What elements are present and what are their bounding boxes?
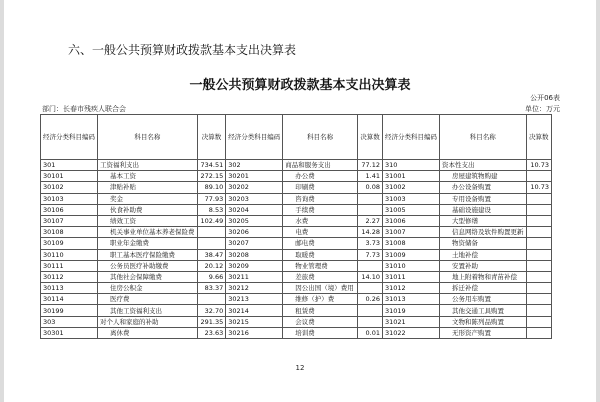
code-cell: 30301	[41, 327, 98, 338]
header-amount-3: 决算数	[526, 115, 552, 160]
amount-cell	[197, 238, 226, 249]
name-cell: 其他工资福利支出	[98, 305, 198, 316]
code-cell: 31010	[383, 260, 440, 271]
code-cell: 301	[41, 160, 98, 171]
name-cell: 对个人和家庭的补助	[98, 316, 198, 327]
code-cell: 30206	[226, 227, 283, 238]
code-cell: 302	[226, 160, 283, 171]
amount-cell	[526, 283, 552, 294]
code-cell: 31005	[383, 204, 440, 215]
header-amount-2: 决算数	[358, 115, 383, 160]
code-cell: 30201	[226, 171, 283, 182]
name-cell: 电费	[283, 227, 358, 238]
code-cell: 30109	[41, 238, 98, 249]
amount-cell	[358, 316, 383, 327]
code-cell: 31021	[383, 316, 440, 327]
department-label: 部门：长春市残疾人联合会	[42, 105, 126, 113]
amount-cell	[358, 193, 383, 204]
name-cell: 商品和服务支出	[283, 160, 358, 171]
amount-cell: 2.27	[358, 215, 383, 226]
name-cell: 基础设施建设	[440, 204, 527, 215]
code-cell: 30213	[226, 294, 283, 305]
amount-cell: 3.73	[358, 238, 383, 249]
amount-cell	[526, 238, 552, 249]
amount-cell	[526, 215, 552, 226]
header-code-2: 经济分类科目编码	[226, 115, 283, 160]
table-row	[41, 271, 552, 282]
amount-cell: 14.28	[358, 227, 383, 238]
table-title: 一般公共预算财政拨款基本支出决算表	[189, 78, 411, 93]
amount-cell	[526, 327, 552, 338]
code-cell: 30101	[41, 171, 98, 182]
amount-cell	[197, 294, 226, 305]
name-cell: 其他交通工具购置	[440, 305, 527, 316]
name-cell: 文物和陈列品购置	[440, 316, 527, 327]
name-cell: 物业管理费	[283, 260, 358, 271]
name-cell: 住房公积金	[98, 283, 198, 294]
amount-cell: 9.66	[197, 271, 226, 282]
name-cell: 工资福利支出	[98, 160, 198, 171]
amount-cell: 734.51	[197, 160, 226, 171]
amount-cell	[358, 283, 383, 294]
name-cell: 印刷费	[283, 182, 358, 193]
amount-cell	[358, 260, 383, 271]
name-cell: 邮电费	[283, 238, 358, 249]
name-cell: 公务用车购置	[440, 294, 527, 305]
table-row	[41, 316, 552, 327]
amount-cell: 291.35	[197, 316, 226, 327]
amount-cell	[197, 227, 226, 238]
amount-cell: 77.12	[358, 160, 383, 171]
code-cell: 31019	[383, 305, 440, 316]
table-row	[41, 327, 552, 338]
code-cell: 30106	[41, 204, 98, 215]
table-row	[41, 215, 552, 226]
name-cell: 职工基本医疗保险缴费	[98, 249, 198, 260]
amount-cell	[526, 294, 552, 305]
amount-cell: 77.93	[197, 193, 226, 204]
code-cell: 30203	[226, 193, 283, 204]
name-cell: 租赁费	[283, 305, 358, 316]
code-cell: 31003	[383, 193, 440, 204]
amount-cell: 38.47	[197, 249, 226, 260]
amount-cell: 0.01	[358, 327, 383, 338]
amount-cell	[526, 171, 552, 182]
table-row	[41, 204, 552, 215]
table-row	[41, 305, 552, 316]
name-cell: 会议费	[283, 316, 358, 327]
amount-cell: 14.10	[358, 271, 383, 282]
amount-cell: 83.37	[197, 283, 226, 294]
code-cell: 31007	[383, 227, 440, 238]
name-cell: 手续费	[283, 204, 358, 215]
name-cell: 信息网络及软件购置更新	[440, 227, 527, 238]
name-cell: 奖金	[98, 193, 198, 204]
code-cell: 30202	[226, 182, 283, 193]
header-name-2: 科目名称	[283, 115, 358, 160]
amount-cell: 272.15	[197, 171, 226, 182]
code-cell: 31001	[383, 171, 440, 182]
code-cell: 31006	[383, 215, 440, 226]
name-cell: 办公费	[283, 171, 358, 182]
amount-cell: 0.26	[358, 294, 383, 305]
code-cell: 30107	[41, 215, 98, 226]
code-cell: 303	[41, 316, 98, 327]
header-name-3: 科目名称	[440, 115, 527, 160]
amount-cell: 1.41	[358, 171, 383, 182]
code-cell: 30103	[41, 193, 98, 204]
amount-cell	[526, 305, 552, 316]
header-name-1: 科目名称	[98, 115, 198, 160]
name-cell: 土地补偿	[440, 249, 527, 260]
amount-cell: 10.73	[526, 160, 552, 171]
name-cell: 水费	[283, 215, 358, 226]
name-cell: 维修（护）费	[283, 294, 358, 305]
name-cell: 房屋建筑物购建	[440, 171, 527, 182]
code-cell: 31008	[383, 238, 440, 249]
amount-cell	[526, 227, 552, 238]
code-cell: 31002	[383, 182, 440, 193]
code-cell: 31009	[383, 249, 440, 260]
name-cell: 办公设备购置	[440, 182, 527, 193]
name-cell: 津贴补贴	[98, 182, 198, 193]
table-row	[41, 238, 552, 249]
name-cell: 大型修缮	[440, 215, 527, 226]
name-cell: 绩效工资	[98, 215, 198, 226]
code-cell: 30112	[41, 271, 98, 282]
table-row	[41, 160, 552, 171]
unit-label: 单位：万元	[525, 105, 560, 113]
table-row	[41, 249, 552, 260]
name-cell: 咨询费	[283, 193, 358, 204]
name-cell: 职业年金缴费	[98, 238, 198, 249]
table-header-row	[41, 115, 552, 160]
table-row	[41, 283, 552, 294]
code-cell: 30215	[226, 316, 283, 327]
expenditure-table	[40, 114, 552, 339]
amount-cell: 10.73	[526, 182, 552, 193]
name-cell: 机关事业单位基本养老保险费	[98, 227, 198, 238]
amount-cell: 8.53	[197, 204, 226, 215]
section-title: 六、一般公共预算财政拨款基本支出决算表	[68, 43, 297, 57]
code-cell: 30102	[41, 182, 98, 193]
amount-cell	[526, 271, 552, 282]
code-cell: 30110	[41, 249, 98, 260]
amount-cell: 20.12	[197, 260, 226, 271]
page-number: 12	[295, 364, 305, 372]
header-code-3: 经济分类科目编码	[383, 115, 440, 160]
table-row	[41, 193, 552, 204]
code-cell: 30114	[41, 294, 98, 305]
name-cell: 安置补助	[440, 260, 527, 271]
name-cell: 基本工资	[98, 171, 198, 182]
amount-cell	[358, 204, 383, 215]
code-cell: 30207	[226, 238, 283, 249]
amount-cell: 7.73	[358, 249, 383, 260]
amount-cell	[526, 316, 552, 327]
table-row	[41, 182, 552, 193]
name-cell: 无形资产购置	[440, 327, 527, 338]
name-cell: 取暖费	[283, 249, 358, 260]
code-cell: 30108	[41, 227, 98, 238]
name-cell: 伙食补助费	[98, 204, 198, 215]
code-cell: 31012	[383, 283, 440, 294]
code-cell: 30199	[41, 305, 98, 316]
amount-cell	[526, 204, 552, 215]
table-row	[41, 294, 552, 305]
code-cell: 30216	[226, 327, 283, 338]
name-cell: 差旅费	[283, 271, 358, 282]
table-row	[41, 227, 552, 238]
code-cell: 310	[383, 160, 440, 171]
amount-cell	[358, 305, 383, 316]
name-cell: 专用设备购置	[440, 193, 527, 204]
name-cell: 地上附着物和青苗补偿	[440, 271, 527, 282]
code-cell: 30214	[226, 305, 283, 316]
amount-cell: 0.08	[358, 182, 383, 193]
code-cell: 31022	[383, 327, 440, 338]
code-cell: 30204	[226, 204, 283, 215]
name-cell: 培训费	[283, 327, 358, 338]
code-cell: 30211	[226, 271, 283, 282]
name-cell: 因公出国（境）费用	[283, 283, 358, 294]
table-row	[41, 260, 552, 271]
name-cell: 拆迁补偿	[440, 283, 527, 294]
code-cell: 30212	[226, 283, 283, 294]
amount-cell: 102.49	[197, 215, 226, 226]
code-cell: 31011	[383, 271, 440, 282]
name-cell: 离休费	[98, 327, 198, 338]
amount-cell	[526, 249, 552, 260]
name-cell: 公务员医疗补助缴费	[98, 260, 198, 271]
amount-cell	[526, 193, 552, 204]
code-cell: 30209	[226, 260, 283, 271]
code-cell: 30113	[41, 283, 98, 294]
name-cell: 资本性支出	[440, 160, 527, 171]
amount-cell: 32.70	[197, 305, 226, 316]
table-code: 公开06表	[530, 94, 560, 102]
code-cell: 30111	[41, 260, 98, 271]
header-amount-1: 决算数	[197, 115, 226, 160]
code-cell: 30208	[226, 249, 283, 260]
name-cell: 其他社会保障缴费	[98, 271, 198, 282]
code-cell: 30205	[226, 215, 283, 226]
header-code-1: 经济分类科目编码	[41, 115, 98, 160]
amount-cell: 23.63	[197, 327, 226, 338]
table-row	[41, 171, 552, 182]
amount-cell: 89.10	[197, 182, 226, 193]
amount-cell	[526, 260, 552, 271]
name-cell: 物资储备	[440, 238, 527, 249]
code-cell: 31013	[383, 294, 440, 305]
name-cell: 医疗费	[98, 294, 198, 305]
